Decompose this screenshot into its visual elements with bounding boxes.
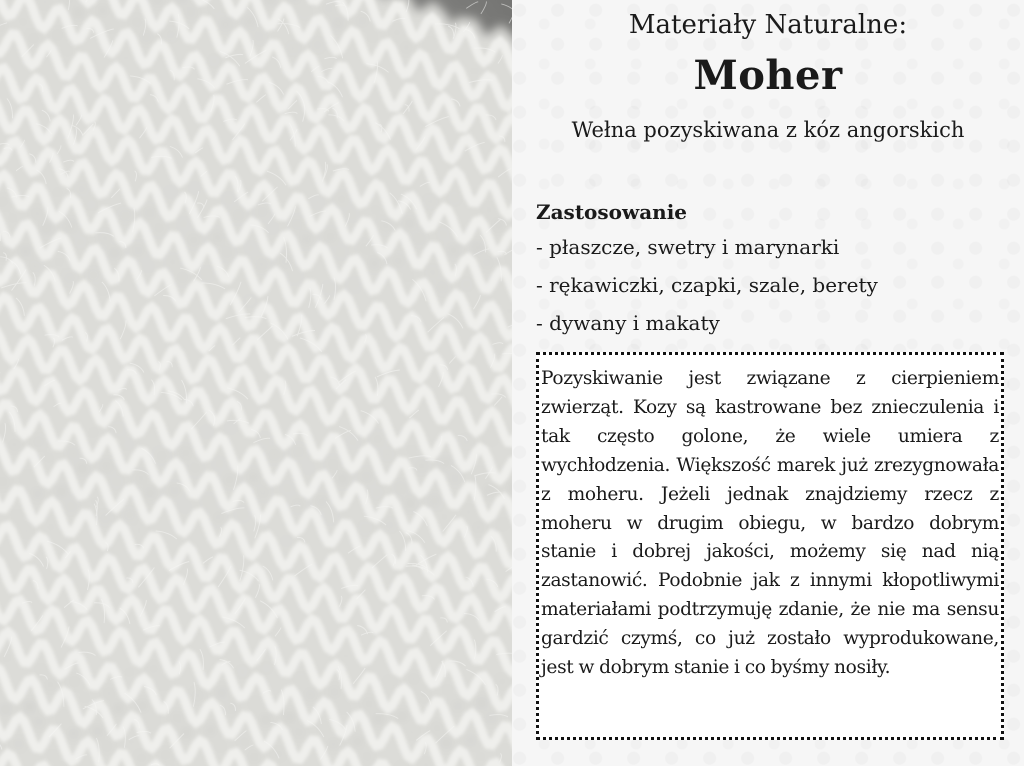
usage-item: - rękawiczki, czapki, szale, berety xyxy=(536,273,878,297)
subtitle: Wełna pozyskiwana z kóz angorskich xyxy=(571,118,965,142)
usage-item: - dywany i makaty xyxy=(536,311,720,335)
usage-list xyxy=(536,234,878,348)
page-title: Moher xyxy=(693,52,843,99)
usage-heading: Zastosowanie xyxy=(536,200,688,224)
ethics-note-text: Pozyskiwanie jest związane z cierpieniem zwierząt. Kozy są kastrowane bez znieczulenia i tak często golone, że wiele umiera z wychłodzenia. Większość marek już zrezygnowała z moheru. Jeżeli jednak znajdziemy rzecz z moheru w drugim obiegu, w bardzo dobrym stanie i dobrej jakości, możemy się nad nią zastanowić. Podobnie jak z innymi kłopotliwymi materiałami podtrzymuję zdanie, że nie ma sensu gardzić czymś, co już zostało wyprodukowane, jest w dobrym stanie i co byśmy nosiły. xyxy=(541,368,999,679)
usage-item: - płaszcze, swetry i marynarki xyxy=(536,235,840,259)
category-heading: Materiały Naturalne: xyxy=(628,10,908,40)
ethics-note-box xyxy=(536,352,1004,740)
